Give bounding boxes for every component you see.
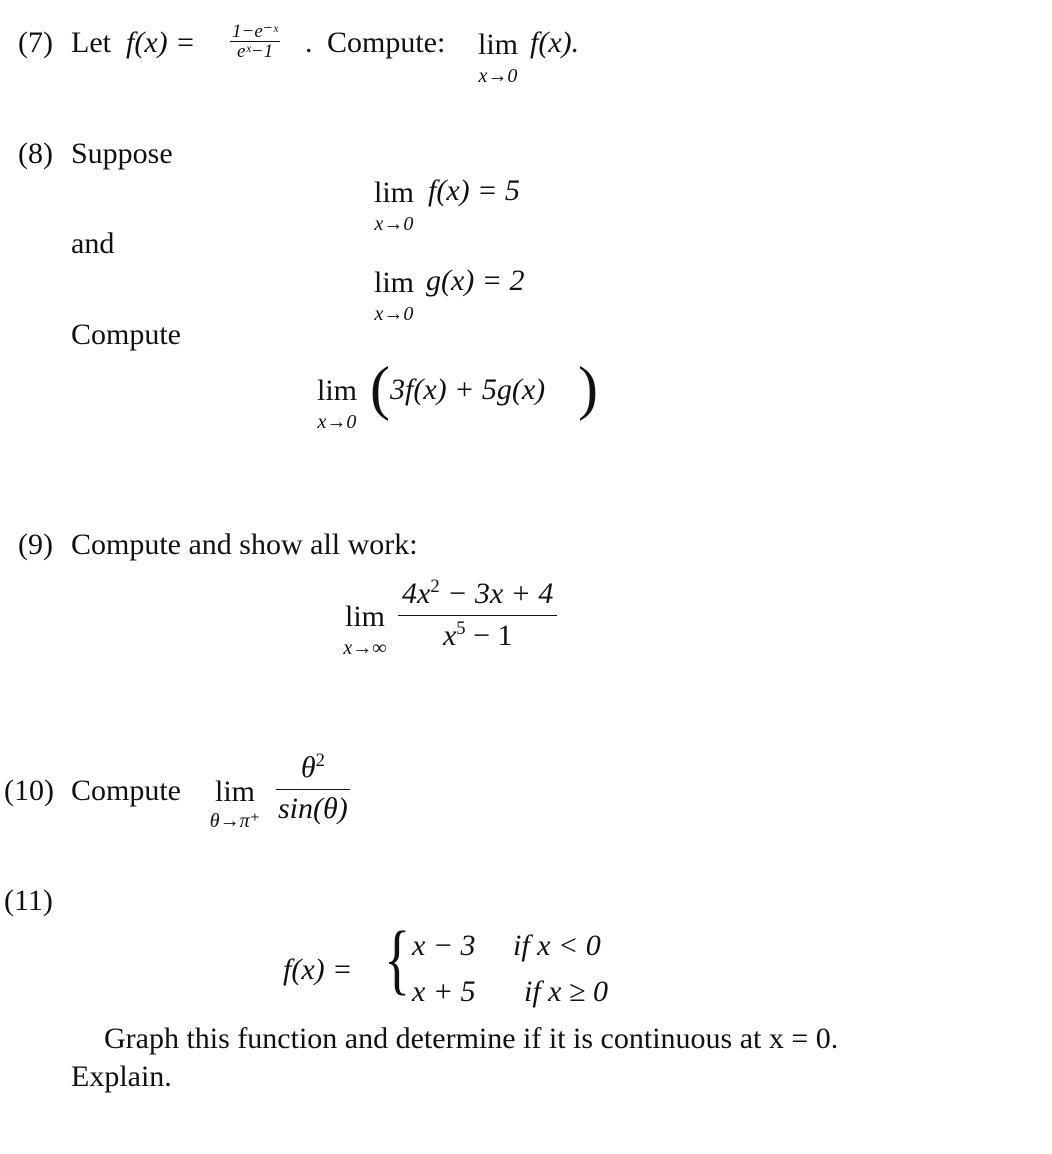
problem-8-lim3-subscript: x→0	[317, 411, 357, 433]
problem-8-lim3-expression: 3f(x) + 5g(x)	[390, 373, 546, 406]
problem-7-period: .	[305, 26, 313, 59]
problem-11-line-2: Explain.	[71, 1060, 172, 1093]
problem-8-compute: Compute	[71, 318, 181, 351]
problem-9-den-b: − 1	[465, 619, 513, 652]
problem-8-and: and	[71, 227, 115, 260]
problem-10-limit	[200, 777, 270, 831]
problem-8-lim1-word: lim	[373, 176, 414, 209]
problem-10-lim-subscript: θ→π⁺	[209, 810, 261, 832]
problem-7-lim-subscript: x→0	[478, 65, 518, 87]
problem-11-case2-expression: x + 5	[412, 975, 476, 1008]
problem-7-fx: f(x) =	[126, 26, 196, 59]
problem-8-lim1-subscript: x→0	[374, 213, 414, 235]
problem-7-lim-word: lim	[477, 28, 518, 61]
problem-8-limit-2	[368, 268, 420, 324]
problem-7-fraction-numerator: 1−e⁻ˣ	[232, 21, 279, 42]
problem-9-denominator	[398, 616, 557, 651]
problem-8-right-paren: )	[578, 355, 598, 421]
problem-11-case2-condition: if x ≥ 0	[524, 975, 608, 1008]
problem-7-compute: Compute:	[327, 26, 446, 59]
problem-9-lim-word: lim	[344, 600, 385, 633]
problem-9-lim-subscript: x→∞	[343, 637, 387, 659]
problem-10-numerator	[276, 752, 350, 790]
problem-8-limit-3	[309, 376, 365, 432]
problem-10-lim-word: lim	[214, 775, 255, 808]
problem-8-lim3-word: lim	[316, 374, 357, 407]
problem-9-den-exponent: 5	[456, 618, 466, 639]
problem-10-denominator: sin(θ)	[278, 792, 348, 825]
problem-9-numerator	[398, 578, 557, 616]
problem-10-compute: Compute	[71, 774, 181, 807]
problem-9-num-exponent: 2	[430, 576, 440, 597]
problem-8-lim2-expression: g(x) = 2	[426, 264, 525, 297]
problem-8-left-paren: (	[370, 355, 390, 421]
problem-11-line-1: Graph this function and determine if it is continuous at x = 0.	[104, 1022, 839, 1055]
problem-7-fraction-denominator: eˣ−1	[237, 41, 274, 62]
problem-9-num-a: 4x	[402, 577, 431, 610]
problem-11-case1-expression: x − 3	[412, 929, 476, 962]
problem-9-text: Compute and show all work:	[71, 528, 418, 561]
problem-8-lim2-word: lim	[373, 266, 414, 299]
problem-7-limit	[472, 30, 524, 86]
problem-10-num-exponent: 2	[315, 750, 325, 771]
problem-10-num-a: θ	[300, 751, 316, 784]
problem-8-lim2-subscript: x→0	[374, 303, 414, 325]
problem-11-case1-condition: if x < 0	[513, 929, 601, 962]
problem-7-expression: f(x).	[530, 26, 580, 59]
problem-10-fraction	[276, 752, 350, 824]
problem-8-lim1-expression: f(x) = 5	[428, 174, 520, 207]
problem-8-limit-1	[368, 178, 420, 234]
problem-11-number: (11)	[4, 884, 53, 917]
problem-10-number: (10)	[4, 774, 54, 807]
problem-11-fx: f(x) =	[283, 953, 353, 986]
problem-7-let: Let	[71, 26, 111, 59]
problem-9-number: (9)	[18, 528, 53, 561]
problem-7-number: (7)	[18, 26, 53, 59]
problem-9-limit	[336, 602, 394, 658]
problem-9-fraction	[398, 578, 557, 651]
problem-8-number: (8)	[18, 137, 53, 170]
problem-8-suppose: Suppose	[71, 137, 173, 170]
problem-7-fraction	[230, 22, 280, 61]
problem-9-num-b: − 3x + 4	[439, 577, 554, 610]
problem-9-den-a: x	[442, 619, 457, 652]
problem-11-left-brace: {	[384, 915, 411, 1002]
